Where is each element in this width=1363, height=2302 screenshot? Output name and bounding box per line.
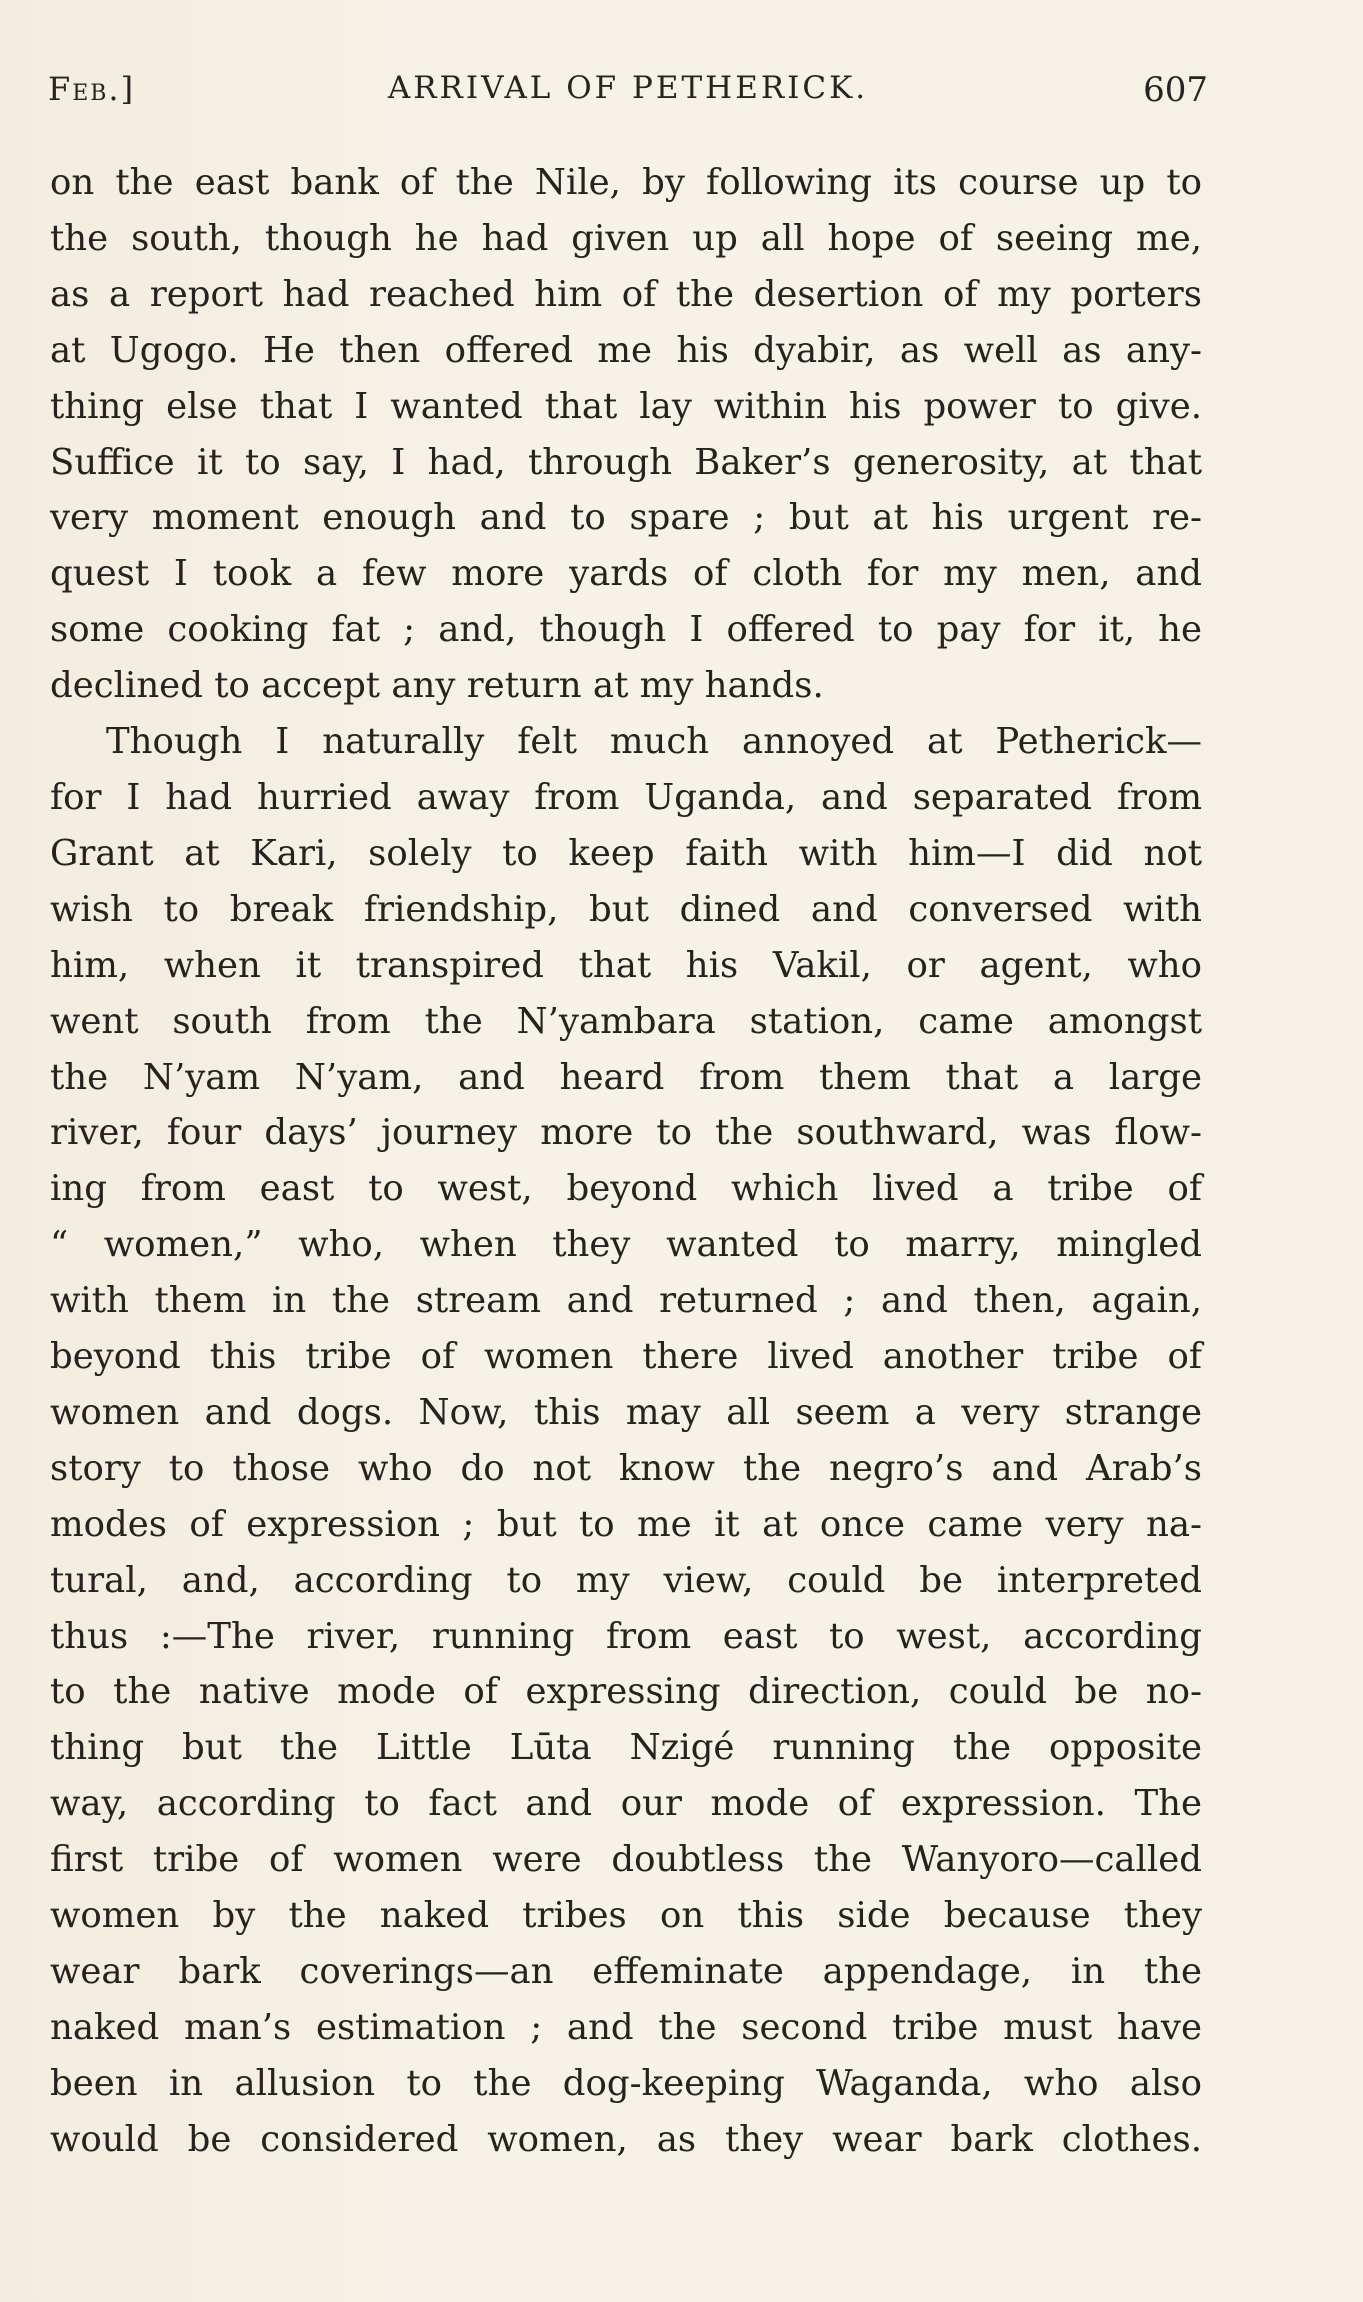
text-line: at Ugogo. He then offered me his dyabir, as well as any- [50,329,1202,371]
text-line: would be considered women, as they wear bark clothes. [50,2118,1203,2160]
text-line: with them in the stream and returned ; and then, again, [50,1280,1202,1322]
text-line: way, according to fact and our mode of expression. The [50,1783,1202,1825]
text-line: thus :—The river, running from east to west, according [50,1615,1203,1657]
text-line: thing but the Little Lūta Nzigé running the opposite [50,1727,1203,1769]
text-line: as a report had reached him of the desertion of my porters [50,273,1202,315]
text-line: first tribe of women were doubtless the Wanyoro—called [50,1839,1202,1881]
body-text [50,155,1202,2168]
text-line: beyond this tribe of women there lived another tribe of [50,1336,1202,1378]
header-month: Feb.] [48,70,136,108]
text-line: very moment enough and to spare ; but at his urgent re- [50,497,1202,539]
text-line: went south from the N’yambara station, came amongst [50,1000,1202,1042]
header-title: ARRIVAL OF PETHERICK. [387,70,869,106]
text-line: the N’yam N’yam, and heard from them that a large [50,1056,1202,1098]
paragraph-1 [50,155,1202,714]
text-line: women and dogs. Now, this may all seem a very strange [50,1391,1202,1433]
text-line: thing else that I wanted that lay within his power to give. [50,385,1203,427]
text-line: tural, and, according to my view, could be interpreted [50,1559,1202,1601]
text-line: “ women,” who, when they wanted to marry, mingled [50,1224,1202,1266]
text-line: the south, though he had given up all hope of seeing me, [50,217,1202,259]
paragraph-2 [50,714,1202,2168]
text-line: story to those who do not know the negro’s and Arab’s [50,1447,1202,1489]
text-line: wear bark coverings—an effeminate appendage, in the [50,1951,1203,1992]
text-line: been in allusion to the dog-keeping Waganda, who also [50,2062,1202,2104]
running-header [48,70,1208,126]
text-line: river, four days’ journey more to the southward, was flow- [50,1112,1202,1154]
text-line: on the east bank of the Nile, by following its course up to [50,162,1202,203]
text-line: ing from east to west, beyond which lived a tribe of [50,1168,1202,1210]
text-line: Suffice it to say, I had, through Baker’s generosity, at that [50,441,1202,483]
text-line: for I had hurried away from Uganda, and separated from [50,776,1202,818]
text-line: Though I naturally felt much annoyed at Petherick— [106,721,1203,763]
text-line: to the native mode of expressing direction, could be no- [50,1671,1203,1713]
text-line: naked man’s estimation ; and the second tribe must have [50,2006,1202,2048]
text-line: declined to accept any return at my hands. [50,665,824,707]
page-number: 607 [1143,70,1208,110]
text-line: some cooking fat ; and, though I offered to pay for it, he [50,609,1203,651]
text-line: wish to break friendship, but dined and conversed with [50,888,1202,930]
text-line: women by the naked tribes on this side because they [50,1895,1202,1937]
text-line: him, when it transpired that his Vakil, or agent, who [50,944,1203,986]
text-line: quest I took a few more yards of cloth for my men, and [50,553,1203,595]
text-line: modes of expression ; but to me it at once came very na- [50,1503,1203,1545]
text-line: Grant at Kari, solely to keep faith with him—I did not [50,832,1203,874]
